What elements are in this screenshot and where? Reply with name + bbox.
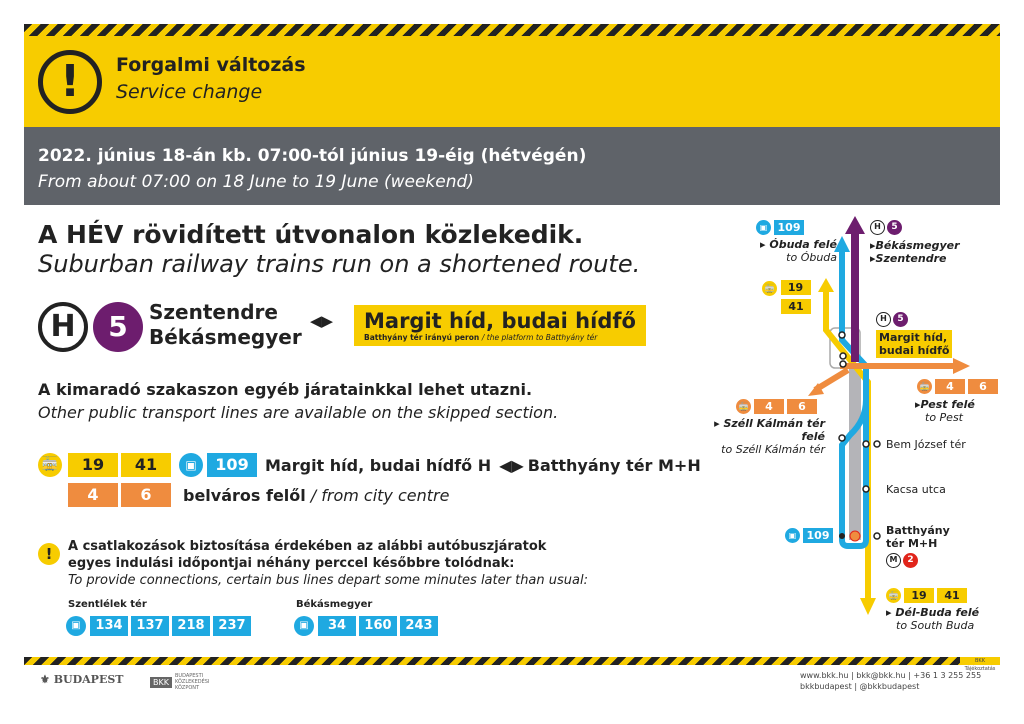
tram-line-6: 6	[968, 379, 998, 394]
headline-hu: A HÉV rövidített útvonalon közlekedik.	[38, 220, 584, 249]
margit-station-label: Margit híd, budai hídfő	[876, 330, 952, 358]
bus-line-109: 109	[803, 528, 833, 543]
closed-hev-section	[849, 368, 861, 540]
bus-line-badge: 137	[131, 616, 169, 636]
hev-icon: H	[876, 312, 891, 327]
exclamation-icon: !	[38, 543, 60, 565]
exclamation-icon: !	[38, 50, 102, 114]
bus-icon: ▣	[785, 528, 800, 543]
closed-stop-icon	[850, 531, 860, 541]
tram-line-41: 41	[121, 453, 171, 477]
bus-icon: ▣	[294, 616, 314, 636]
tram-line-4: 4	[754, 399, 784, 414]
tram-line-41: 41	[937, 588, 967, 603]
period-hu: 2022. június 18-án kb. 07:00-tól június 19-éig (hétvégén)	[38, 146, 587, 166]
header-subtitle: Service change	[116, 81, 263, 103]
group-label: Békásmegyer	[296, 599, 373, 610]
arrow-down-icon	[860, 598, 876, 615]
notice-en: To provide connections, certain bus lines depart some minutes later than usual:	[68, 573, 588, 588]
tram-icon: 🚋	[762, 281, 777, 296]
tram-line-6: 6	[787, 399, 817, 414]
obuda-hu: ▸ Óbuda felé	[760, 238, 838, 251]
bus-stop	[839, 533, 845, 539]
stop-bem: Bem József tér	[886, 438, 966, 451]
footer-social: bkkbudapest | @bkkbudapest	[800, 682, 920, 691]
tram-line-19: 19	[904, 588, 934, 603]
hev-stop	[851, 334, 859, 342]
pest-en: to Pest	[925, 411, 963, 424]
obuda-en: to Óbuda	[786, 251, 838, 264]
szell-en: to Széll Kálmán tér	[721, 443, 825, 456]
headline-en: Suburban railway trains run on a shortened route.	[38, 250, 641, 278]
bus-line-badge: 237	[213, 616, 251, 636]
station-szentendre: Szentendre	[149, 300, 278, 324]
bus-line-109: 109	[774, 220, 804, 235]
hev-icon: H	[38, 302, 88, 352]
bus-line-badge: 160	[359, 616, 397, 636]
bus-line-badge: 243	[400, 616, 438, 636]
group-label: Szentlélek tér	[68, 599, 147, 610]
city-hu: belváros felől	[183, 485, 306, 505]
tram-line-4: 4	[68, 483, 118, 507]
tram-icon: 🚋	[736, 399, 751, 414]
footer-hazard-stripe	[24, 657, 1000, 665]
tram-line-19: 19	[68, 453, 118, 477]
route-from: Margit híd, budai hídfő H	[265, 455, 492, 475]
tram-icon: 🚋	[886, 588, 901, 603]
alternatives-hu: A kimaradó szakaszon egyéb járatainkkal lehet utazni.	[38, 380, 533, 399]
arrow-up-icon	[818, 278, 834, 292]
bidirectional-arrow-icon: ◀▶	[499, 455, 524, 475]
city-en: / from city centre	[310, 485, 450, 505]
alternatives-en: Other public transport lines are available on the skipped section.	[38, 403, 559, 422]
bkk-logo: BKK BUDAPESTI KÖZLEKEDÉSI KÖZPONT	[150, 673, 209, 691]
bekasmegyer-label: ▸Békásmegyer	[870, 239, 960, 252]
notice-hu-1: A csatlakozások biztosítása érdekében az alábbi autóbuszjáratok	[68, 539, 547, 554]
platform-hu: Batthyány tér irányú peron	[364, 333, 480, 342]
bus-line-badge: 34	[318, 616, 356, 636]
period-en: From about 07:00 on 18 June to 19 June (weekend)	[38, 172, 474, 192]
budapest-logo: ⚜ BUDAPEST	[40, 673, 124, 686]
station-bekasmegyer: Békásmegyer	[149, 325, 302, 349]
platform-en: / the platform to Batthyány tér	[481, 333, 598, 342]
tram-icon: 🚋	[917, 379, 932, 394]
line-5-badge: 5	[887, 220, 902, 235]
bus-icon: ▣	[179, 453, 203, 477]
line-5-badge: 5	[893, 312, 908, 327]
bus-icon: ▣	[66, 616, 86, 636]
delbuda-en: to South Buda	[896, 619, 975, 632]
stop-kacsa: Kacsa utca	[886, 483, 946, 496]
pest-hu: ▸Pest felé	[915, 398, 975, 411]
tram-icon: 🚋	[38, 453, 62, 477]
tram-line-6: 6	[121, 483, 171, 507]
notice-hu-2: egyes indulási időpontjai néhány perccel későbbre tolódnak:	[68, 556, 515, 571]
tram-line-41: 41	[781, 299, 811, 314]
bus-line-badge: 134	[90, 616, 128, 636]
szell-hu: ▸ Széll Kálmán tér felé	[714, 417, 825, 443]
bus-icon: ▣	[756, 220, 771, 235]
arrow-up-icon	[845, 216, 865, 234]
footer-contact: www.bkk.hu | bkk@bkk.hu | +36 1 3 255 255	[800, 671, 982, 680]
metro-icon: M	[886, 553, 901, 568]
tram-line-19: 19	[781, 280, 811, 295]
terminus-name: Margit híd, budai hídfő	[364, 309, 636, 333]
header-title: Forgalmi változás	[116, 54, 306, 76]
route-to: Batthyány tér M+H	[527, 455, 701, 475]
delbuda-hu: ▸ Dél-Buda felé	[886, 606, 980, 619]
stop-batthyany: Batthyány tér M+H	[886, 524, 950, 550]
line-5-badge: 5	[93, 302, 143, 352]
hev-icon: H	[870, 220, 885, 235]
szentendre-label: ▸Szentendre	[870, 252, 947, 265]
bus-line-109: 109	[207, 453, 257, 477]
tram-line-4: 4	[935, 379, 965, 394]
metro-line-2-badge: 2	[903, 553, 918, 568]
footer-tag: BKK Tájékoztatás	[960, 657, 1000, 665]
bidirectional-arrow-icon: ◀▶	[310, 312, 334, 330]
bus-line-badge: 218	[172, 616, 210, 636]
arrow-right-icon	[953, 358, 970, 374]
